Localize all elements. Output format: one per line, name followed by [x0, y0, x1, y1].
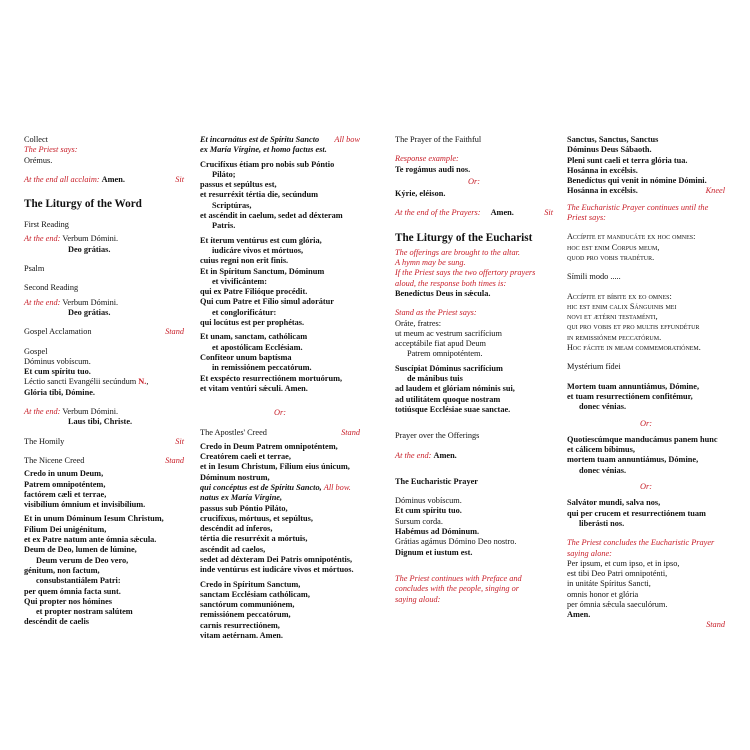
text-line: hic est enim calix Sánguinis mei [567, 301, 677, 311]
text-line: Dóminus Deus Sábaoth. [567, 145, 652, 155]
response: Kýrie, eléison. [395, 189, 446, 199]
or-divider: Or: [468, 176, 480, 186]
response: Amen. [567, 610, 591, 620]
text-line: Et exspécto resurrectiónem mortuórum, [200, 373, 343, 383]
response: Deo grátias. [68, 244, 111, 254]
text-line: de mánibus tuis [407, 374, 463, 384]
or-divider: Or: [640, 418, 652, 428]
text-line: et vitam ventúri sǽculi. Amen. [200, 383, 308, 393]
text-line: et conglorificátur: [212, 307, 277, 317]
text-line: Credo in unum Deum, [24, 469, 104, 479]
text-line: Quotiescúmque manducámus panem hunc [567, 434, 718, 444]
text-line: Et in Spíritum Sanctum, Dóminum [200, 266, 325, 276]
rubric: Response example: [395, 154, 459, 164]
text-line: Patris. [212, 221, 236, 231]
text-line: sanctórum communiónem, [200, 600, 295, 610]
text-line: liberásti nos. [579, 518, 625, 528]
text-line: Hosánna in excélsis. [567, 186, 638, 196]
text-line: Deum de Deo, lumen de lúmine, [24, 545, 137, 555]
rubric: Stand as the Priest says: [395, 308, 477, 318]
text-line: qui ex Patre Filióque procédit. [200, 287, 308, 297]
section-label: Psalm [24, 264, 45, 274]
acclamation-2 [567, 435, 725, 476]
section-row [24, 327, 184, 337]
text-line: Et íterum ventúrus est cum glória, [200, 235, 322, 245]
text-line: inde ventúrus est iudicáre vivos et mórtuos. [200, 565, 354, 575]
section-label: The Apostles' Creed [200, 428, 267, 438]
dialogue-line: Dóminus vobíscum. [395, 496, 462, 506]
text-line: Scriptúras, [212, 200, 252, 210]
text-line: et apostólicam Ecclésiam. [212, 342, 303, 352]
posture-sit: Sit [175, 436, 184, 446]
response: Deo grátias. [68, 307, 111, 317]
consecration-bread [567, 232, 725, 263]
response: Amen. [490, 208, 514, 218]
acclamation-3 [567, 498, 725, 529]
response: Et cum spíritu tuo. [24, 367, 91, 377]
text-line: Accípite et bíbite ex eo omnes: [567, 291, 672, 301]
rubric: The offerings are brought to the altar. [395, 247, 520, 257]
rubric: aloud, the response both times is: [395, 278, 507, 288]
text-line: crucifíxus, mórtuus, et sepúltus, [200, 513, 313, 523]
rubric: At the end: [395, 450, 432, 460]
text-line: Pleni sunt caeli et terra glória tua. [567, 155, 688, 165]
text-line: Mortem tuam annuntiámus, Dómine, [567, 381, 700, 391]
apostles-creed [200, 442, 360, 576]
rubric: The Priest concludes the Eucharistic Prayer [567, 538, 715, 548]
text-line: remissiónem peccatórum, [200, 610, 291, 620]
response: Amen. [101, 174, 125, 184]
text-line: descéndit ad ínferos, [200, 524, 273, 534]
text-line: est tibi Deo Patri omnipoténti, [567, 569, 668, 579]
text-line: Accípite et manducáte ex hoc omnes: [567, 232, 696, 242]
text-line: ad laudem et glóriam nóminis sui, [395, 384, 515, 394]
dialogue-line: Grátias agámus Dómino Deo nostro. [395, 537, 517, 547]
text-line: donec vénias. [579, 465, 627, 475]
text-line: qui per crucem et resurrectiónem tuam [567, 508, 706, 518]
rubric: saying alone: [567, 548, 612, 558]
text-line: et ascéndit in caelum, sedet ad déxteram [200, 211, 343, 221]
rubric-row [200, 135, 360, 145]
response: Te rogámus audi nos. [395, 164, 471, 174]
text-line: Dóminum nostrum, [200, 472, 270, 482]
text-line: qui concéptus est de Spíritu Sancto, [200, 482, 322, 492]
rubric: saying aloud: [395, 594, 441, 604]
text-line: per quem ómnia facta sunt. [24, 586, 121, 596]
text-line: donec vénias. [579, 402, 627, 412]
text-line: Qui propter nos hómines [24, 596, 112, 606]
text-line: ex María Vírgine, et homo factus est. [200, 145, 327, 155]
or-divider: Or: [274, 408, 286, 418]
text-line: Qui cum Patre et Fílio simul adorátur [200, 297, 334, 307]
text-line: factórem cæli et terrae, [24, 489, 107, 499]
text-line: Orémus. [24, 155, 53, 165]
section-label: Gospel Acclamation [24, 327, 92, 337]
response: Benedíctus Deus in sǽcula. [395, 288, 491, 298]
rubric-row [395, 208, 553, 218]
text-line: Crucifíxus étiam pro nobis sub Póntio [200, 159, 335, 169]
text-line: et in Iesum Christum, Fílium eius únicum, [200, 462, 350, 472]
text-line: Sanctus, Sanctus, Sanctus [567, 135, 659, 144]
text-line: hoc est enim Corpus meum, [567, 242, 660, 252]
text-line: ad utilitátem quoque nostram [395, 394, 501, 404]
text-line: totiúsque Ecclésiae suae sanctae. [395, 404, 511, 414]
text-line: Confíteor unum baptísma [200, 352, 292, 362]
sanctus-block [567, 135, 725, 197]
suscipiat-block [395, 364, 553, 415]
rubric: At the end of the Prayers: [395, 208, 481, 218]
rubric: A hymn may be sung. [395, 258, 466, 268]
section-label: The Prayer of the Faithful [395, 135, 482, 144]
text-line: in unitáte Spíritus Sancti, [567, 579, 651, 589]
text-line: Salvátor mundi, salva nos, [567, 498, 661, 508]
acclamation-1 [567, 382, 725, 413]
text-line: natus ex María Vírgine, [200, 493, 283, 503]
column-2 [200, 135, 360, 641]
text-line: cuius regni non erit finis. [200, 256, 289, 266]
text-line: Benedíctus qui venit in nómine Dómini. [567, 176, 707, 186]
rubric: Priest says: [567, 213, 606, 223]
response: Amen. [433, 450, 457, 460]
posture-kneel: Kneel [705, 186, 725, 196]
column-4 [567, 135, 725, 630]
rubric: At the end: [24, 234, 61, 244]
rubric: At the end: [24, 297, 61, 307]
text-line: Hoc fácite in meam commemoratiónem. [567, 343, 701, 353]
posture-sit: Sit [175, 174, 184, 184]
text-line: Credo in Spíritum Sanctum, [200, 579, 301, 589]
text-line: Et unam, sanctam, cathólicam [200, 332, 308, 342]
text-line: et cálicem bíbimus, [567, 445, 635, 455]
text-line: Et in unum Dóminum Iesum Christum, [24, 514, 164, 524]
text-line: Et incarnátus est de Spíritu Sancto [200, 135, 320, 144]
text-line: Per ipsum, et cum ipso, et in ipso, [567, 558, 680, 568]
text-line: Dóminus vobíscum. [24, 356, 91, 366]
text-line: Símili modo ..... [567, 272, 621, 282]
posture-sit: Sit [544, 208, 553, 218]
text-line: Mystérium fídei [567, 362, 621, 372]
text-line: Fílium Dei unigénitum, [24, 524, 107, 534]
rubric: The Priest says: [24, 145, 78, 155]
text-line: sedet ad déxteram Dei Patris omnipoténtis, [200, 554, 353, 564]
text-line: novi et ætérni testaménti, [567, 312, 658, 322]
rubric: At the end: [24, 407, 61, 417]
dialogue-line: Dignum et iustum est. [395, 547, 473, 557]
text-line: et ex Patre natum ante ómnia sǽcula. [24, 535, 157, 545]
apostles-creed-2 [200, 580, 360, 642]
text-line: visibílium ómnium et invisibílium. [24, 500, 146, 510]
section-row [200, 428, 360, 438]
text-line: Oráte, fratres: [395, 318, 442, 328]
section-label: Gospel [24, 346, 48, 356]
text-line: Creatórem caeli et terrae, [200, 452, 291, 462]
sanctus-last-row [567, 186, 725, 196]
text-line: et tuam resurrectiónem confitémur, [567, 391, 693, 401]
column-1: Collect The Priest says: Orémus. At the end all acclaim: Amen. Sit The Liturgy of the Word First Reading At the end: Verbum Dómini. Deo grátias. Psalm Second Reading At the end: Verbum Dómini. Deo grátias. Gospel Acclamation Stand Gospel Dóminus vobíscum. Et cum spíritu tuo. Léctio sancti Evangélii secúndum N., Glória tibi, Dómine. At the end: Verbum Dómini. Laus tibi, Christe. The Homily Sit The Nicene Creed Stand Credo in unum Deum, Patrem omnipoténtem, factórem cæli et terrae, visibílium ómnium et invisibílium. Et in unum Dóminum Iesum Christum, Fílium Dei unigénitum, et ex Patre natum ante ómnia sǽcula. Deum de Deo, lumen de lúmine, Deum verum de Deo vero, génitum, non factum, consubstantiálem Patri: per quem ómnia facta sunt. Qui propter nos hómines et propter nostram salútem descéndit de caelis [24, 135, 184, 627]
text-line: iudicáre vivos et mórtuos, [212, 245, 304, 255]
text-line: sanctam Ecclésiam cathólicam, [200, 589, 310, 599]
text-line: Patrem omnipoténtem. [407, 349, 483, 359]
text-line: Hosánna in excélsis. [567, 165, 638, 175]
text-line: in remissiónem peccatórum. [567, 332, 662, 342]
text-line: Léctio sancti Evangélii secúndum [24, 377, 139, 387]
response: Laus tibi, Christe. [68, 417, 133, 427]
text-line: Piláto; [212, 169, 236, 179]
section-row [24, 437, 184, 447]
section-heading: The Liturgy of the Eucharist [395, 231, 533, 244]
section-label: The Homily [24, 436, 65, 446]
rubric-row [24, 175, 184, 185]
section-row [567, 620, 725, 630]
dialogue-line: Et cum spíritu tuo. [395, 506, 462, 516]
posture-stand: Stand [165, 327, 184, 337]
posture-bow: All bow. [323, 482, 351, 492]
rubric-n: N. [138, 377, 147, 387]
section-label: Second Reading [24, 283, 79, 293]
dialogue-line: Habémus ad Dóminum. [395, 527, 480, 537]
text-line: ut meum ac vestrum sacrifícium [395, 328, 502, 338]
text-line: génitum, non factum, [24, 565, 100, 575]
text-line: et resurréxit tértia die, secúndum [200, 190, 319, 200]
text-line: descéndit de caelis [24, 617, 89, 627]
section-label: The Eucharistic Prayer [395, 476, 478, 486]
response: Glória tibi, Dómine. [24, 387, 95, 397]
preface-dialogue [395, 496, 553, 558]
or-divider: Or: [640, 482, 652, 492]
section-row [24, 456, 184, 466]
text-line: Verbum Dómini. [62, 297, 119, 307]
text-line: per ómnia sǽcula saeculórum. [567, 599, 668, 609]
text-line: omnis honor et glória [567, 589, 639, 599]
text-line: mortem tuam annuntiámus, Dómine, [567, 455, 699, 465]
posture-stand: Stand [706, 619, 725, 629]
creed-stanza-4 [200, 236, 360, 329]
text-line: in remissiónem peccatórum. [212, 363, 312, 373]
column-3 [395, 135, 553, 605]
collect-label: Collect [24, 135, 48, 144]
text-line: ascéndit ad caelos, [200, 544, 266, 554]
rubric: The Priest continues with Preface and [395, 573, 522, 583]
posture-bow: All bow [334, 135, 360, 144]
text-line: qui locútus est per prophétas. [200, 318, 305, 328]
creed-stanza-5 [200, 332, 360, 394]
text-line: passus et sepúltus est, [200, 180, 277, 190]
text-line: Verbum Dómini. [62, 234, 119, 244]
text-line: vitam aetérnam. Amen. [200, 631, 283, 641]
section-label: Prayer over the Offerings [395, 431, 480, 441]
creed-stanza-3 [200, 160, 360, 232]
text-line: tértia die resurréxit a mórtuis, [200, 534, 308, 544]
text-line: et vivificántem: [212, 276, 268, 286]
section-label: First Reading [24, 220, 69, 230]
section-heading: The Liturgy of the Word [24, 198, 142, 211]
text-line: Credo in Deum Patrem omnipoténtem, [200, 441, 338, 451]
text-line: consubstantiálem Patri: [36, 576, 121, 586]
text-line: Deum verum de Deo vero, [36, 555, 129, 565]
rubric: concludes with the people, singing or [395, 584, 519, 594]
text-line: qui pro vobis et pro multis effundétur [567, 322, 700, 332]
creed-stanza-2 [24, 514, 184, 627]
section-label: The Nicene Creed [24, 455, 85, 465]
consecration-wine [567, 292, 725, 354]
text-line: Verbum Dómini. [62, 407, 119, 417]
text-line: passus sub Póntio Piláto, [200, 503, 288, 513]
rubric: If the Priest says the two offertory prayers [395, 268, 536, 278]
text-line: Suscípiat Dóminus sacrifícium [395, 363, 503, 373]
posture-stand: Stand [341, 428, 360, 438]
dialogue-line: Sursum corda. [395, 516, 443, 526]
text-line: Patrem omnipoténtem, [24, 479, 106, 489]
text-line: quod pro vobis tradétur. [567, 252, 655, 262]
text-line: et propter nostram salútem [36, 607, 133, 617]
text-line: acceptábile fiat apud Deum [395, 339, 486, 349]
text-line: carnis resurrectiónem, [200, 620, 280, 630]
rubric: The Eucharistic Prayer continues until the [567, 202, 709, 212]
rubric: At the end all acclaim: [24, 174, 100, 184]
creed-stanza-1 [24, 469, 184, 510]
posture-stand: Stand [165, 455, 184, 465]
